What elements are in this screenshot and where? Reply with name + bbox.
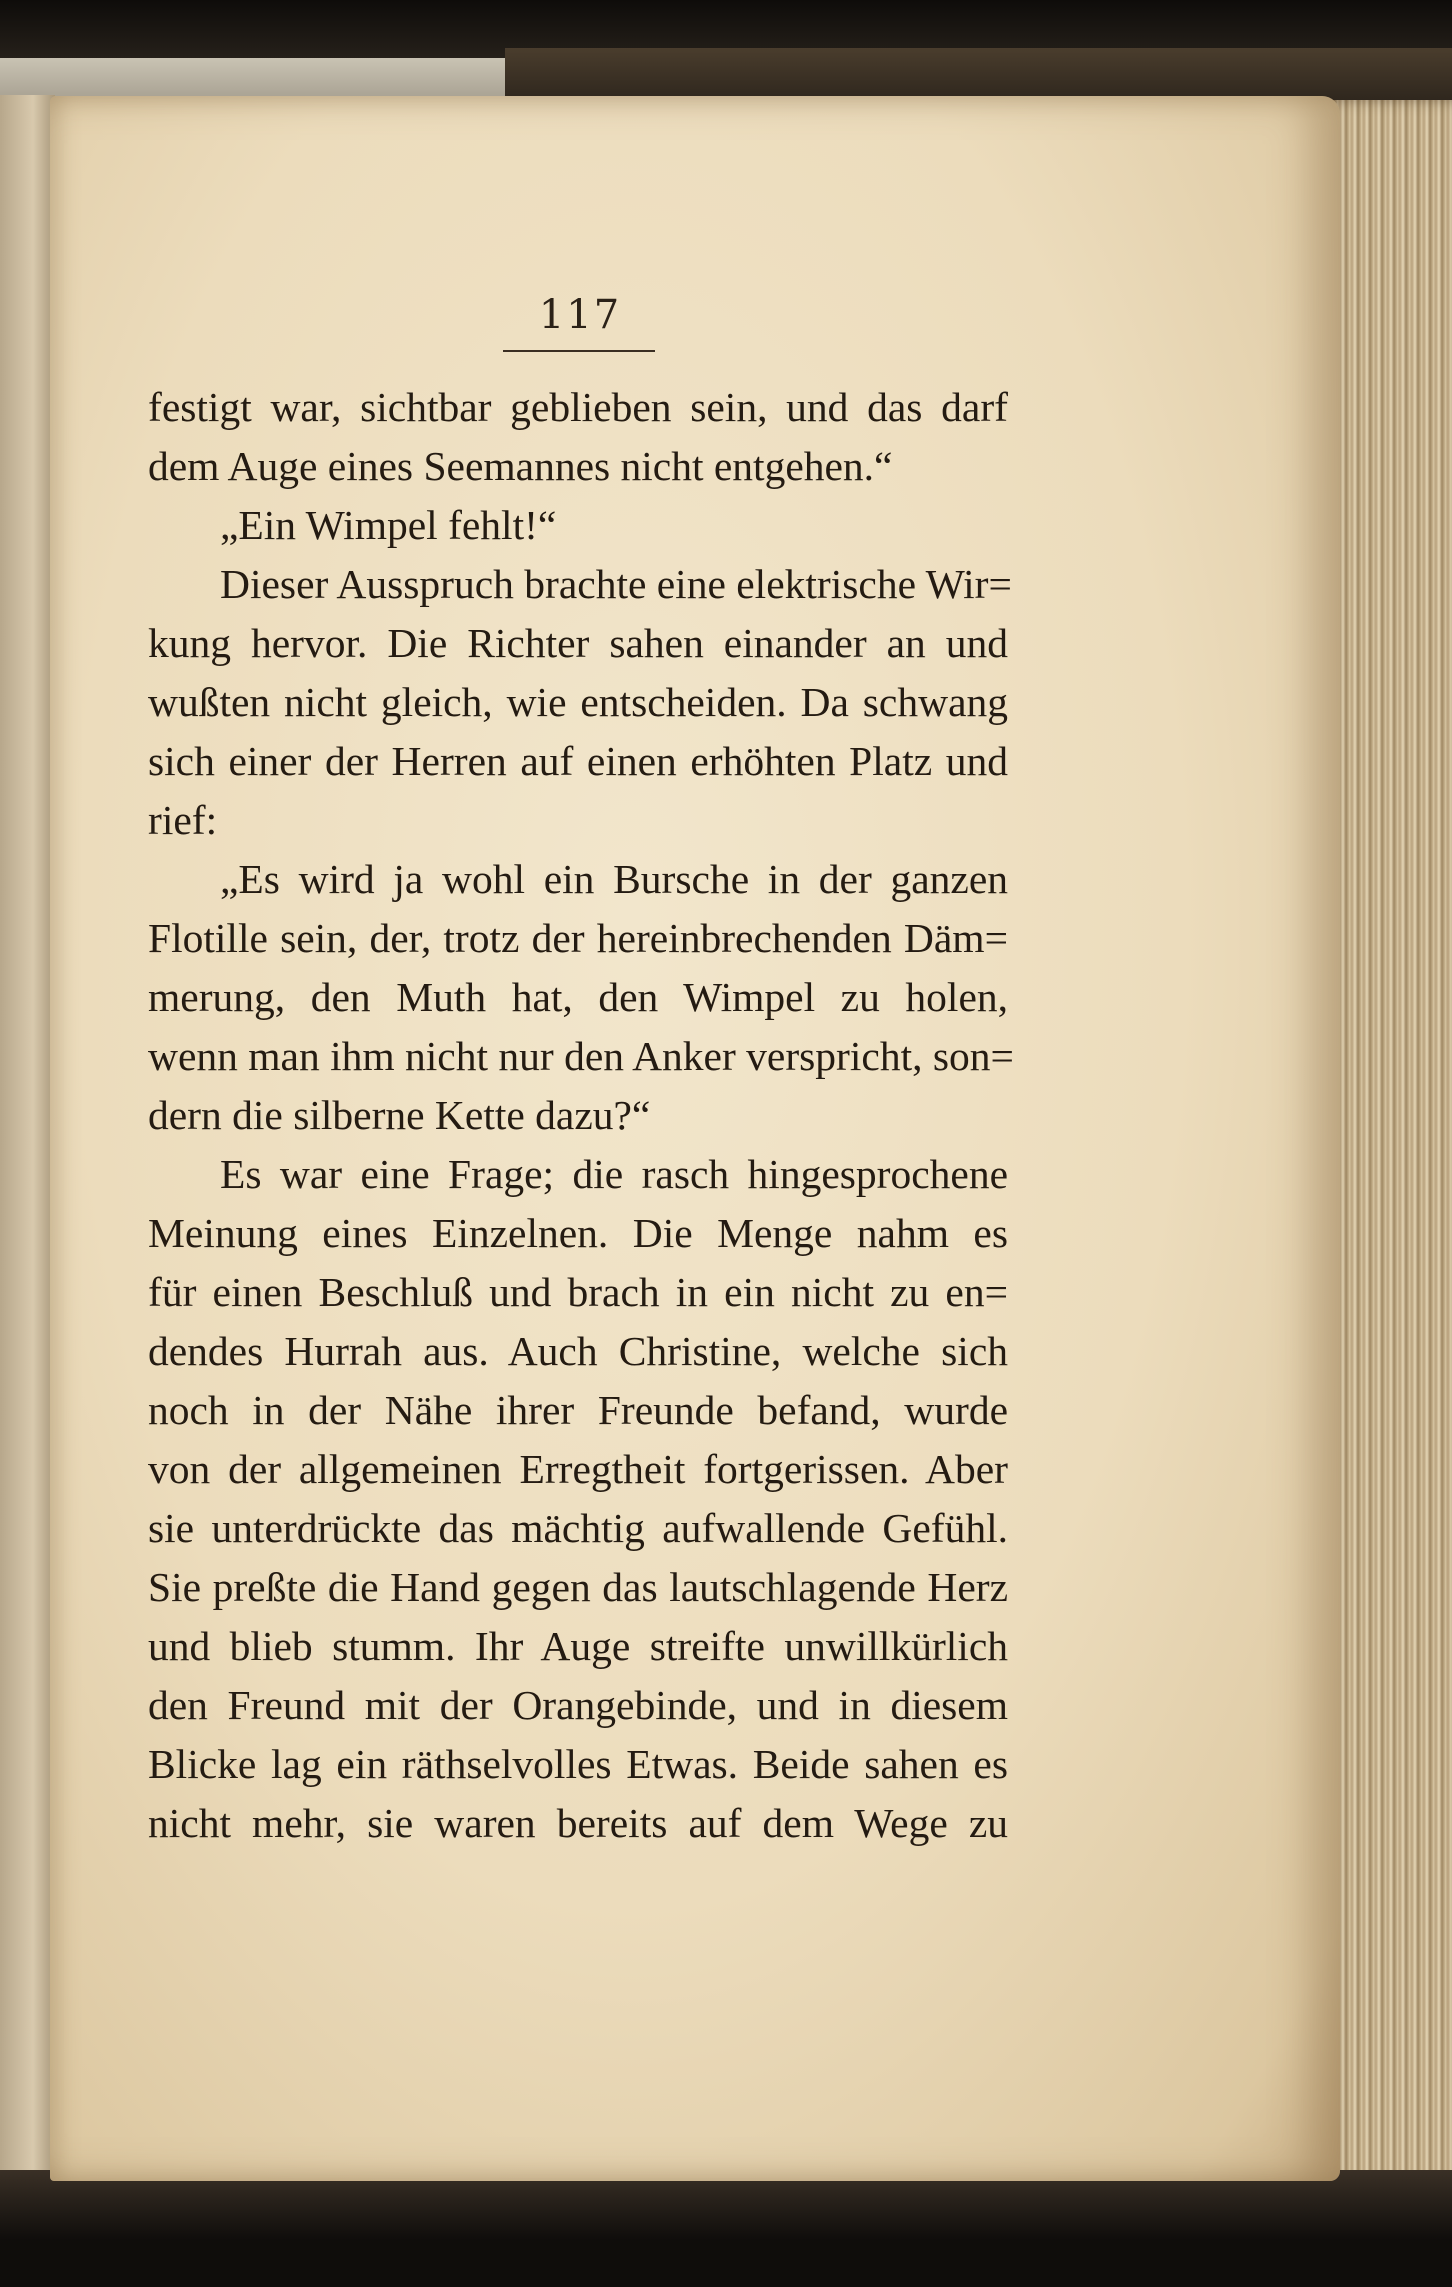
page-number-rule — [503, 350, 655, 352]
facing-page-edge — [0, 95, 55, 2175]
text-line: sie unterdrückte das mächtig aufwallende Gefühl. — [148, 1505, 1008, 1551]
text-line: festigt war, sichtbar geblieben sein, und das darf — [148, 384, 1008, 430]
text-line: dendes Hurrah aus. Auch Christine, welche sich — [148, 1328, 1008, 1374]
text-line: nicht mehr, sie waren bereits auf dem Wege zu — [148, 1800, 1008, 1846]
text-line: dern die silberne Kette dazu?“ — [148, 1092, 651, 1138]
text-line: von der allgemeinen Erregtheit fortgerissen. Aber — [148, 1446, 1008, 1492]
text-line: und blieb stumm. Ihr Auge streifte unwillkürlich — [148, 1623, 1008, 1669]
text-line: „Es wird ja wohl ein Bursche in der ganzen — [220, 856, 1008, 902]
text-line: sich einer der Herren auf einen erhöhten Platz und — [148, 738, 1008, 784]
text-line: Meinung eines Einzelnen. Die Menge nahm es — [148, 1210, 1008, 1256]
book-spine-top — [505, 48, 1452, 102]
text-line: Flotille sein, der, trotz der hereinbrechenden Däm= — [148, 915, 1008, 961]
scan-background-bottom — [0, 2170, 1452, 2287]
text-line: den Freund mit der Orangebinde, und in diesem — [148, 1682, 1008, 1728]
page-edges-stack — [1325, 100, 1452, 2190]
text-line: kung hervor. Die Richter sahen einander an und — [148, 620, 1008, 666]
text-line: noch in der Nähe ihrer Freunde befand, wurde — [148, 1387, 1008, 1433]
text-line: Sie preßte die Hand gegen das lautschlagende Herz — [148, 1564, 1008, 1610]
text-line: dem Auge eines Seemannes nicht entgehen.“ — [148, 443, 893, 489]
text-line: Dieser Ausspruch brachte eine elektrische Wir= — [220, 561, 1012, 607]
text-line: rief: — [148, 797, 218, 843]
text-line: „Ein Wimpel fehlt!“ — [220, 502, 557, 548]
text-line: Es war eine Frage; die rasch hingesprochene — [220, 1151, 1008, 1197]
binding-tape — [0, 58, 505, 100]
page-number: 117 — [538, 292, 622, 338]
page-text — [148, 378, 1014, 1853]
text-line: wenn man ihm nicht nur den Anker verspricht, son= — [148, 1033, 1014, 1079]
text-line: Blicke lag ein räthselvolles Etwas. Beide sahen es — [148, 1741, 1008, 1787]
text-line: wußten nicht gleich, wie entscheiden. Da schwang — [148, 679, 1008, 725]
text-line: für einen Beschluß und brach in ein nicht zu en= — [148, 1269, 1008, 1315]
text-line: merung, den Muth hat, den Wimpel zu holen, — [148, 974, 1008, 1020]
